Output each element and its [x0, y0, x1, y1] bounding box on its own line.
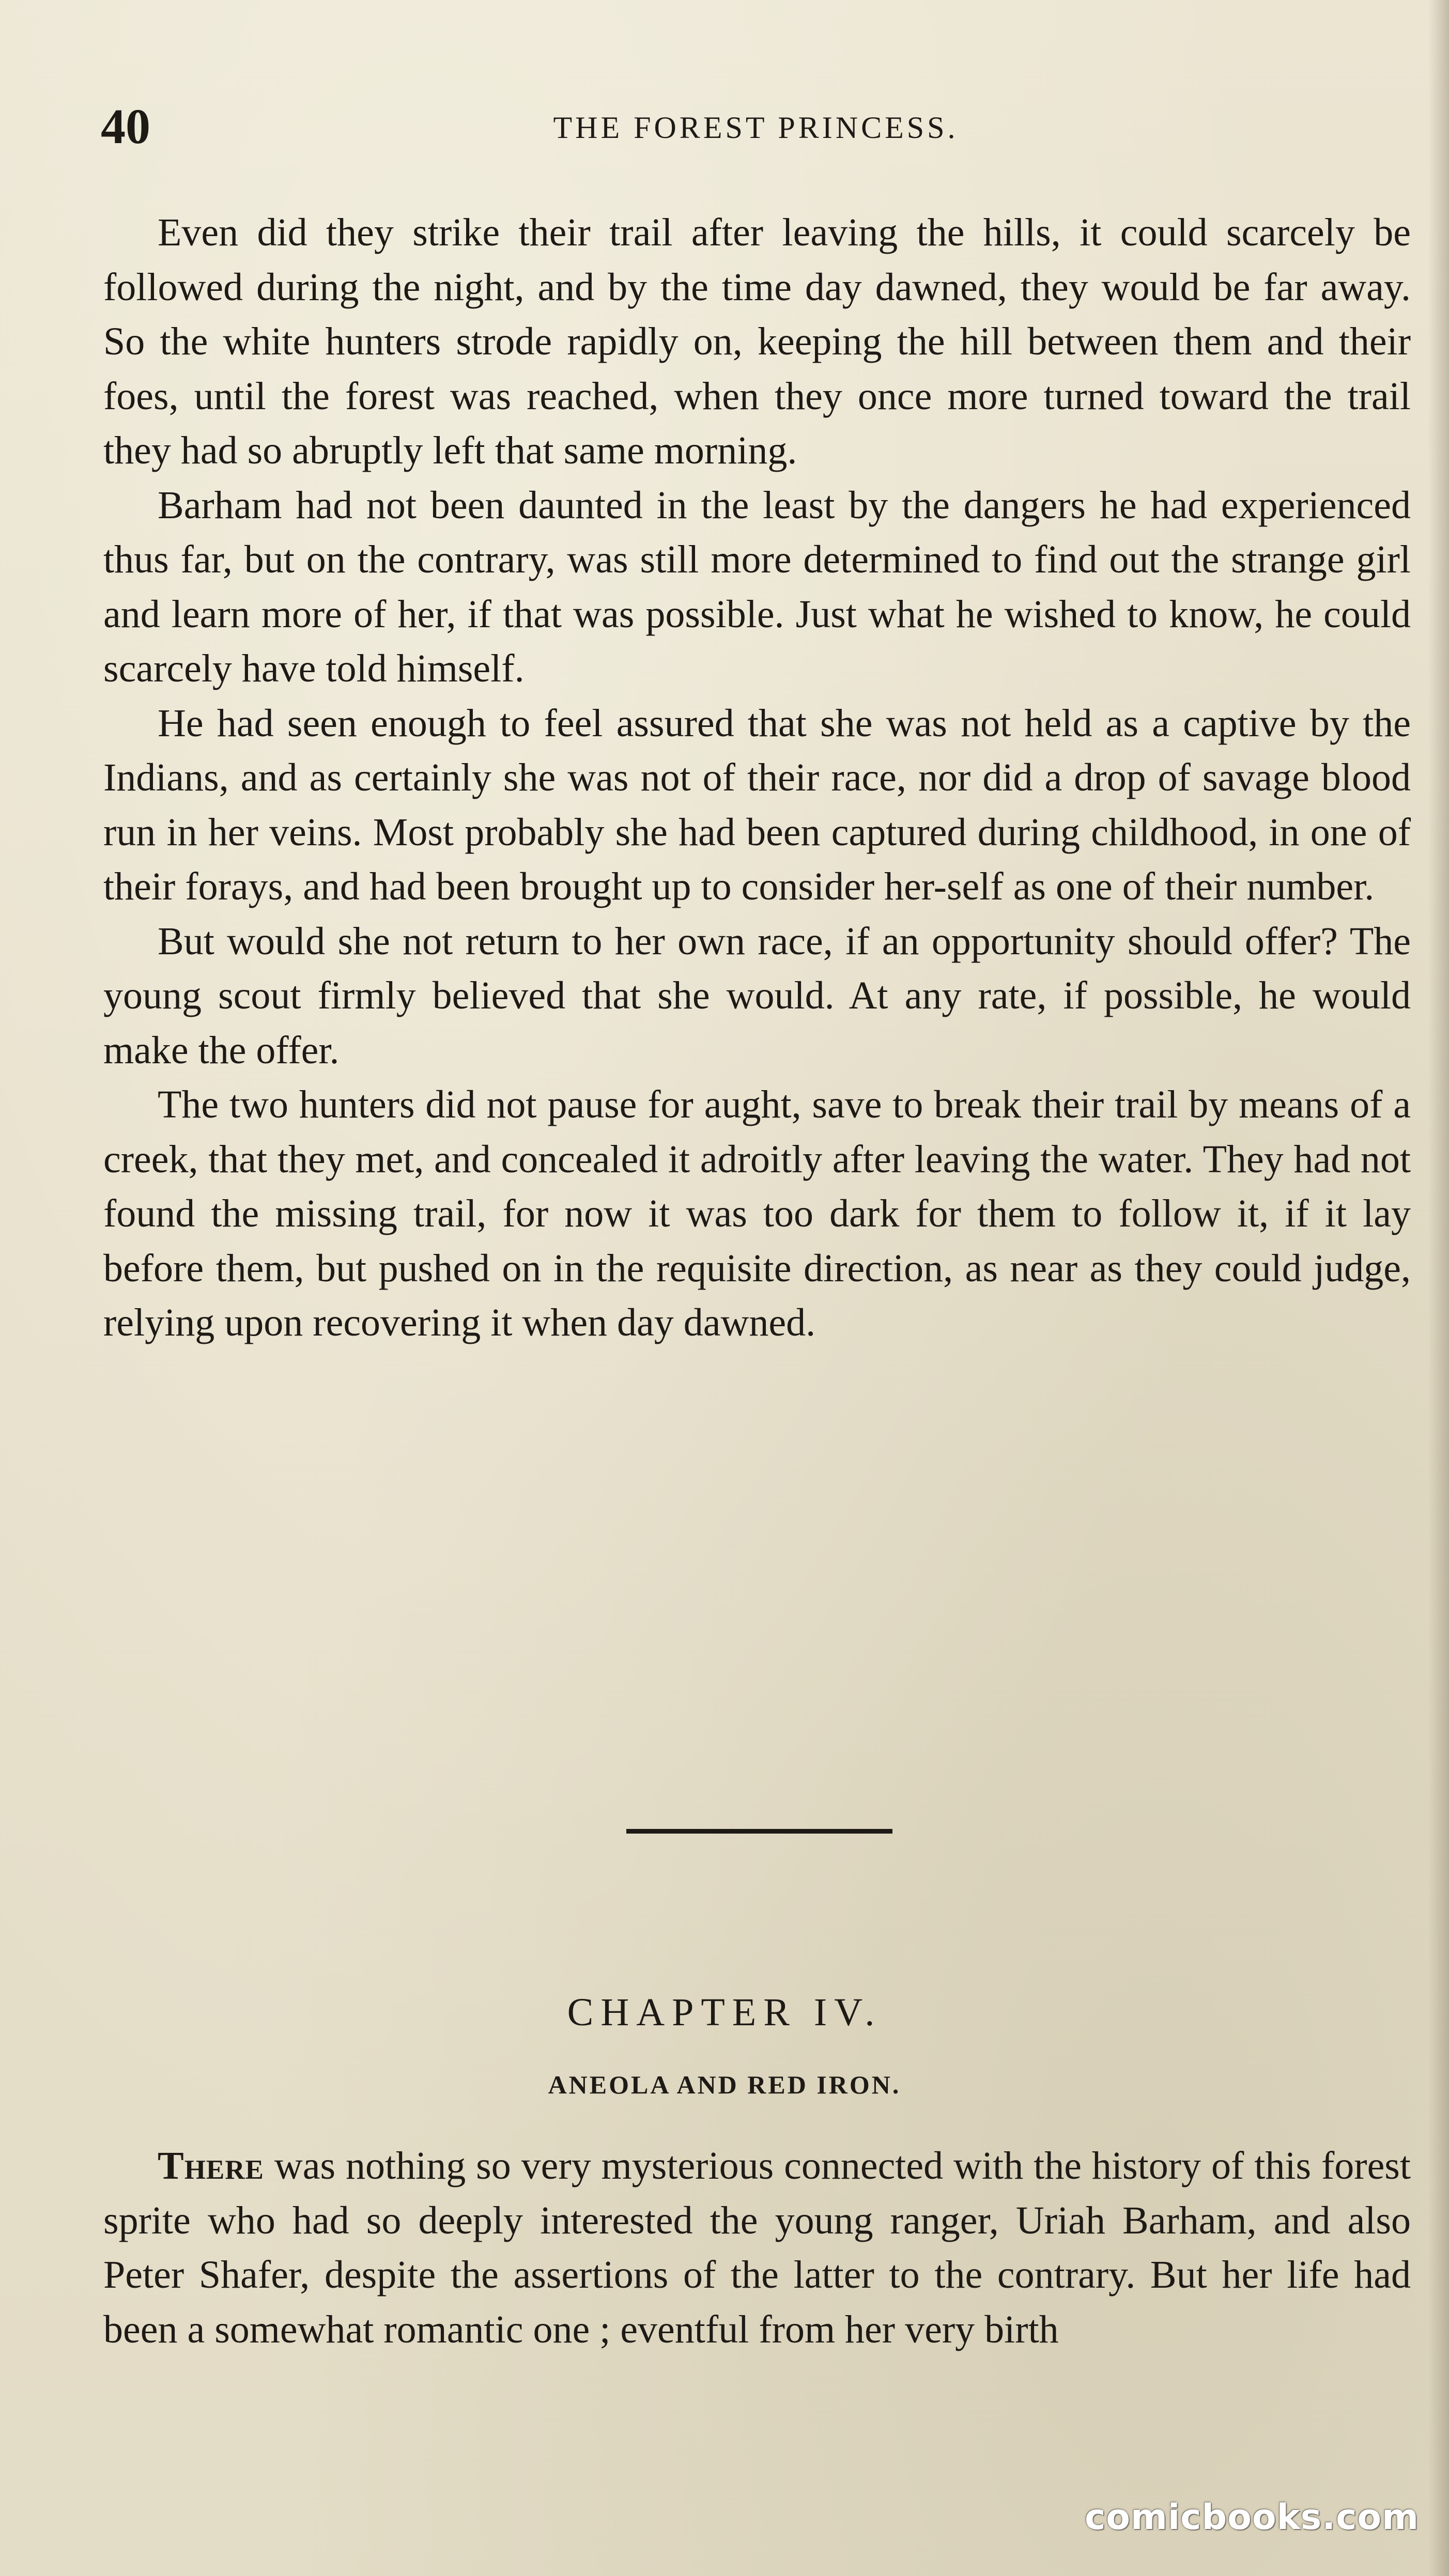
chapter-opening-paragraph — [103, 2139, 1411, 2357]
paragraph: Barham had not been daunted in the least by the dangers he had experienced thus far, but on the contrary, was still more determined to find out the strange girl and learn more of her, if that was possible. Just what he wished to know, he could scarcely have told himself. — [103, 483, 1411, 690]
page-number: 40 — [101, 99, 150, 154]
body-text — [103, 206, 1411, 1351]
paragraph: The two hunters did not pause for aught, save to break their trail by means of a creek, that they met, and concealed it adroitly after leaving the water. They had not found the missing trail, for now it was too dark for them to follow it, if it lay before them, but pushed on in the requisite direction, as near as they could judge, relying upon recovering it when day dawned. — [103, 1083, 1411, 1344]
chapter-opening-text: was nothing so very mysterious connected with the history of this forest sprite who had so deeply interested the young ranger, Uriah Barham, and also Peter Shafer, despite the assertions of the latter to the contrary. But her life had been a somewhat romantic one ; eventful from her very birth — [103, 2144, 1411, 2351]
running-head: THE FOREST PRINCESS. — [553, 111, 959, 145]
chapter-body-text — [103, 2139, 1411, 2357]
chapter-subtitle: ANEOLA AND RED IRON. — [548, 2070, 901, 2099]
page-edge-shadow — [1428, 0, 1449, 2576]
paragraph: But would she not return to her own race, if an opportunity should offer? The young scout firmly believed that she would. At any rate, if possible, he would make the offer. — [103, 919, 1411, 1072]
paragraph: He had seen enough to feel assured that she was not held as a captive by the Indians, and as certainly she was not of their race, nor did a drop of savage blood run in her veins. Most probably she had been captured during childhood, in one of their forays, and had been brought up to consider her-self as one of their number. — [103, 701, 1411, 908]
chapter-first-word: There — [158, 2144, 264, 2187]
section-divider — [626, 1829, 892, 1834]
chapter-title: CHAPTER IV. — [567, 1991, 882, 2034]
paragraph: Even did they strike their trail after leaving the hills, it could scarcely be followed during the night, and by the time day dawned, they would be far away. So the white hunters strode rapidly on, keeping the hill between them and their foes, until the forest was reached, when they once more turned toward the trail they had so abruptly left that same morning. — [103, 211, 1411, 472]
watermark-logo: comicbooks.com — [1084, 2497, 1419, 2538]
page-header — [101, 98, 1411, 155]
